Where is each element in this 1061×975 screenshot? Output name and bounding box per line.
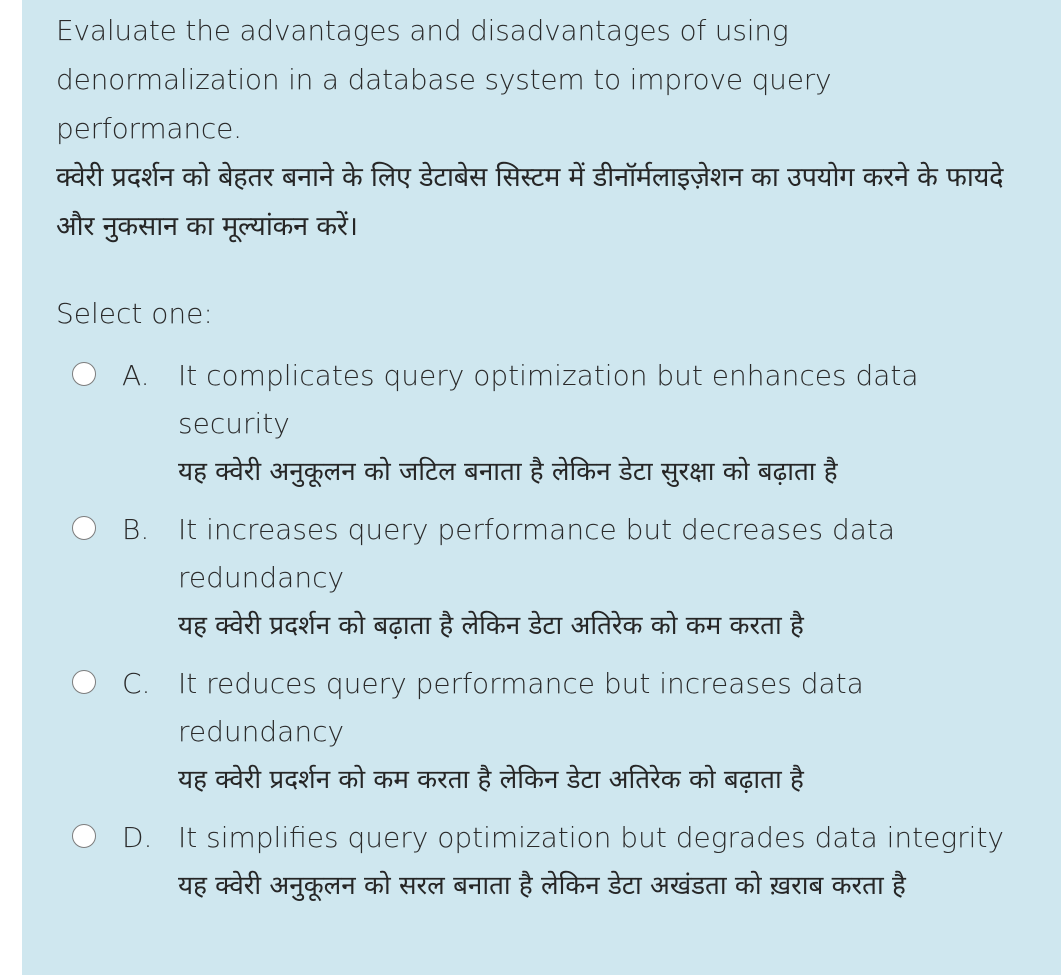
question-text-hindi: क्वेरी प्रदर्शन को बेहतर बनाने के लिए डेटाबेस सिस्टम में डीनॉर्मलाइज़ेशन का उपयोग करने के फायदे और नुकसान का मूल्यांकन करें। <box>56 162 1004 242</box>
option-letter: A. <box>122 359 150 392</box>
option-text-english: It reduces query performance but increases data redundancy <box>178 667 864 748</box>
option-text-hindi: यह क्वेरी अनुकूलन को सरल बनाता है लेकिन डेटा अखंडता को ख़राब करता है <box>178 871 906 901</box>
option-text-hindi: यह क्वेरी प्रदर्शन को बढ़ाता है लेकिन डेटा अतिरेक को कम करता है <box>178 611 804 641</box>
option-text-english: It increases query performance but decreases data redundancy <box>178 513 896 594</box>
option-letter: C. <box>122 667 151 700</box>
option-label[interactable] <box>178 814 1018 910</box>
option-letter: B. <box>122 513 150 546</box>
radio-button-b[interactable] <box>72 516 96 540</box>
select-one-label: Select one: <box>56 297 213 330</box>
option-label[interactable] <box>178 660 1018 804</box>
question-card <box>22 0 1061 975</box>
option-label[interactable] <box>178 506 1018 650</box>
radio-button-d[interactable] <box>72 824 96 848</box>
option-text-hindi: यह क्वेरी प्रदर्शन को कम करता है लेकिन डेटा अतिरेक को बढ़ाता है <box>178 765 804 795</box>
option-text-english: It complicates query optimization but enhances data security <box>178 359 919 440</box>
radio-button-c[interactable] <box>72 670 96 694</box>
radio-button-a[interactable] <box>72 362 96 386</box>
option-label[interactable] <box>178 352 1018 496</box>
option-text-english: It simplifies query optimization but degrades data integrity <box>178 821 1004 854</box>
question-text-english: Evaluate the advantages and disadvantages of using denormalization in a database system to improve query performance. <box>56 14 832 145</box>
question-text <box>56 6 1016 251</box>
option-text-hindi: यह क्वेरी अनुकूलन को जटिल बनाता है लेकिन डेटा सुरक्षा को बढ़ाता है <box>178 457 838 487</box>
option-letter: D. <box>122 821 153 854</box>
